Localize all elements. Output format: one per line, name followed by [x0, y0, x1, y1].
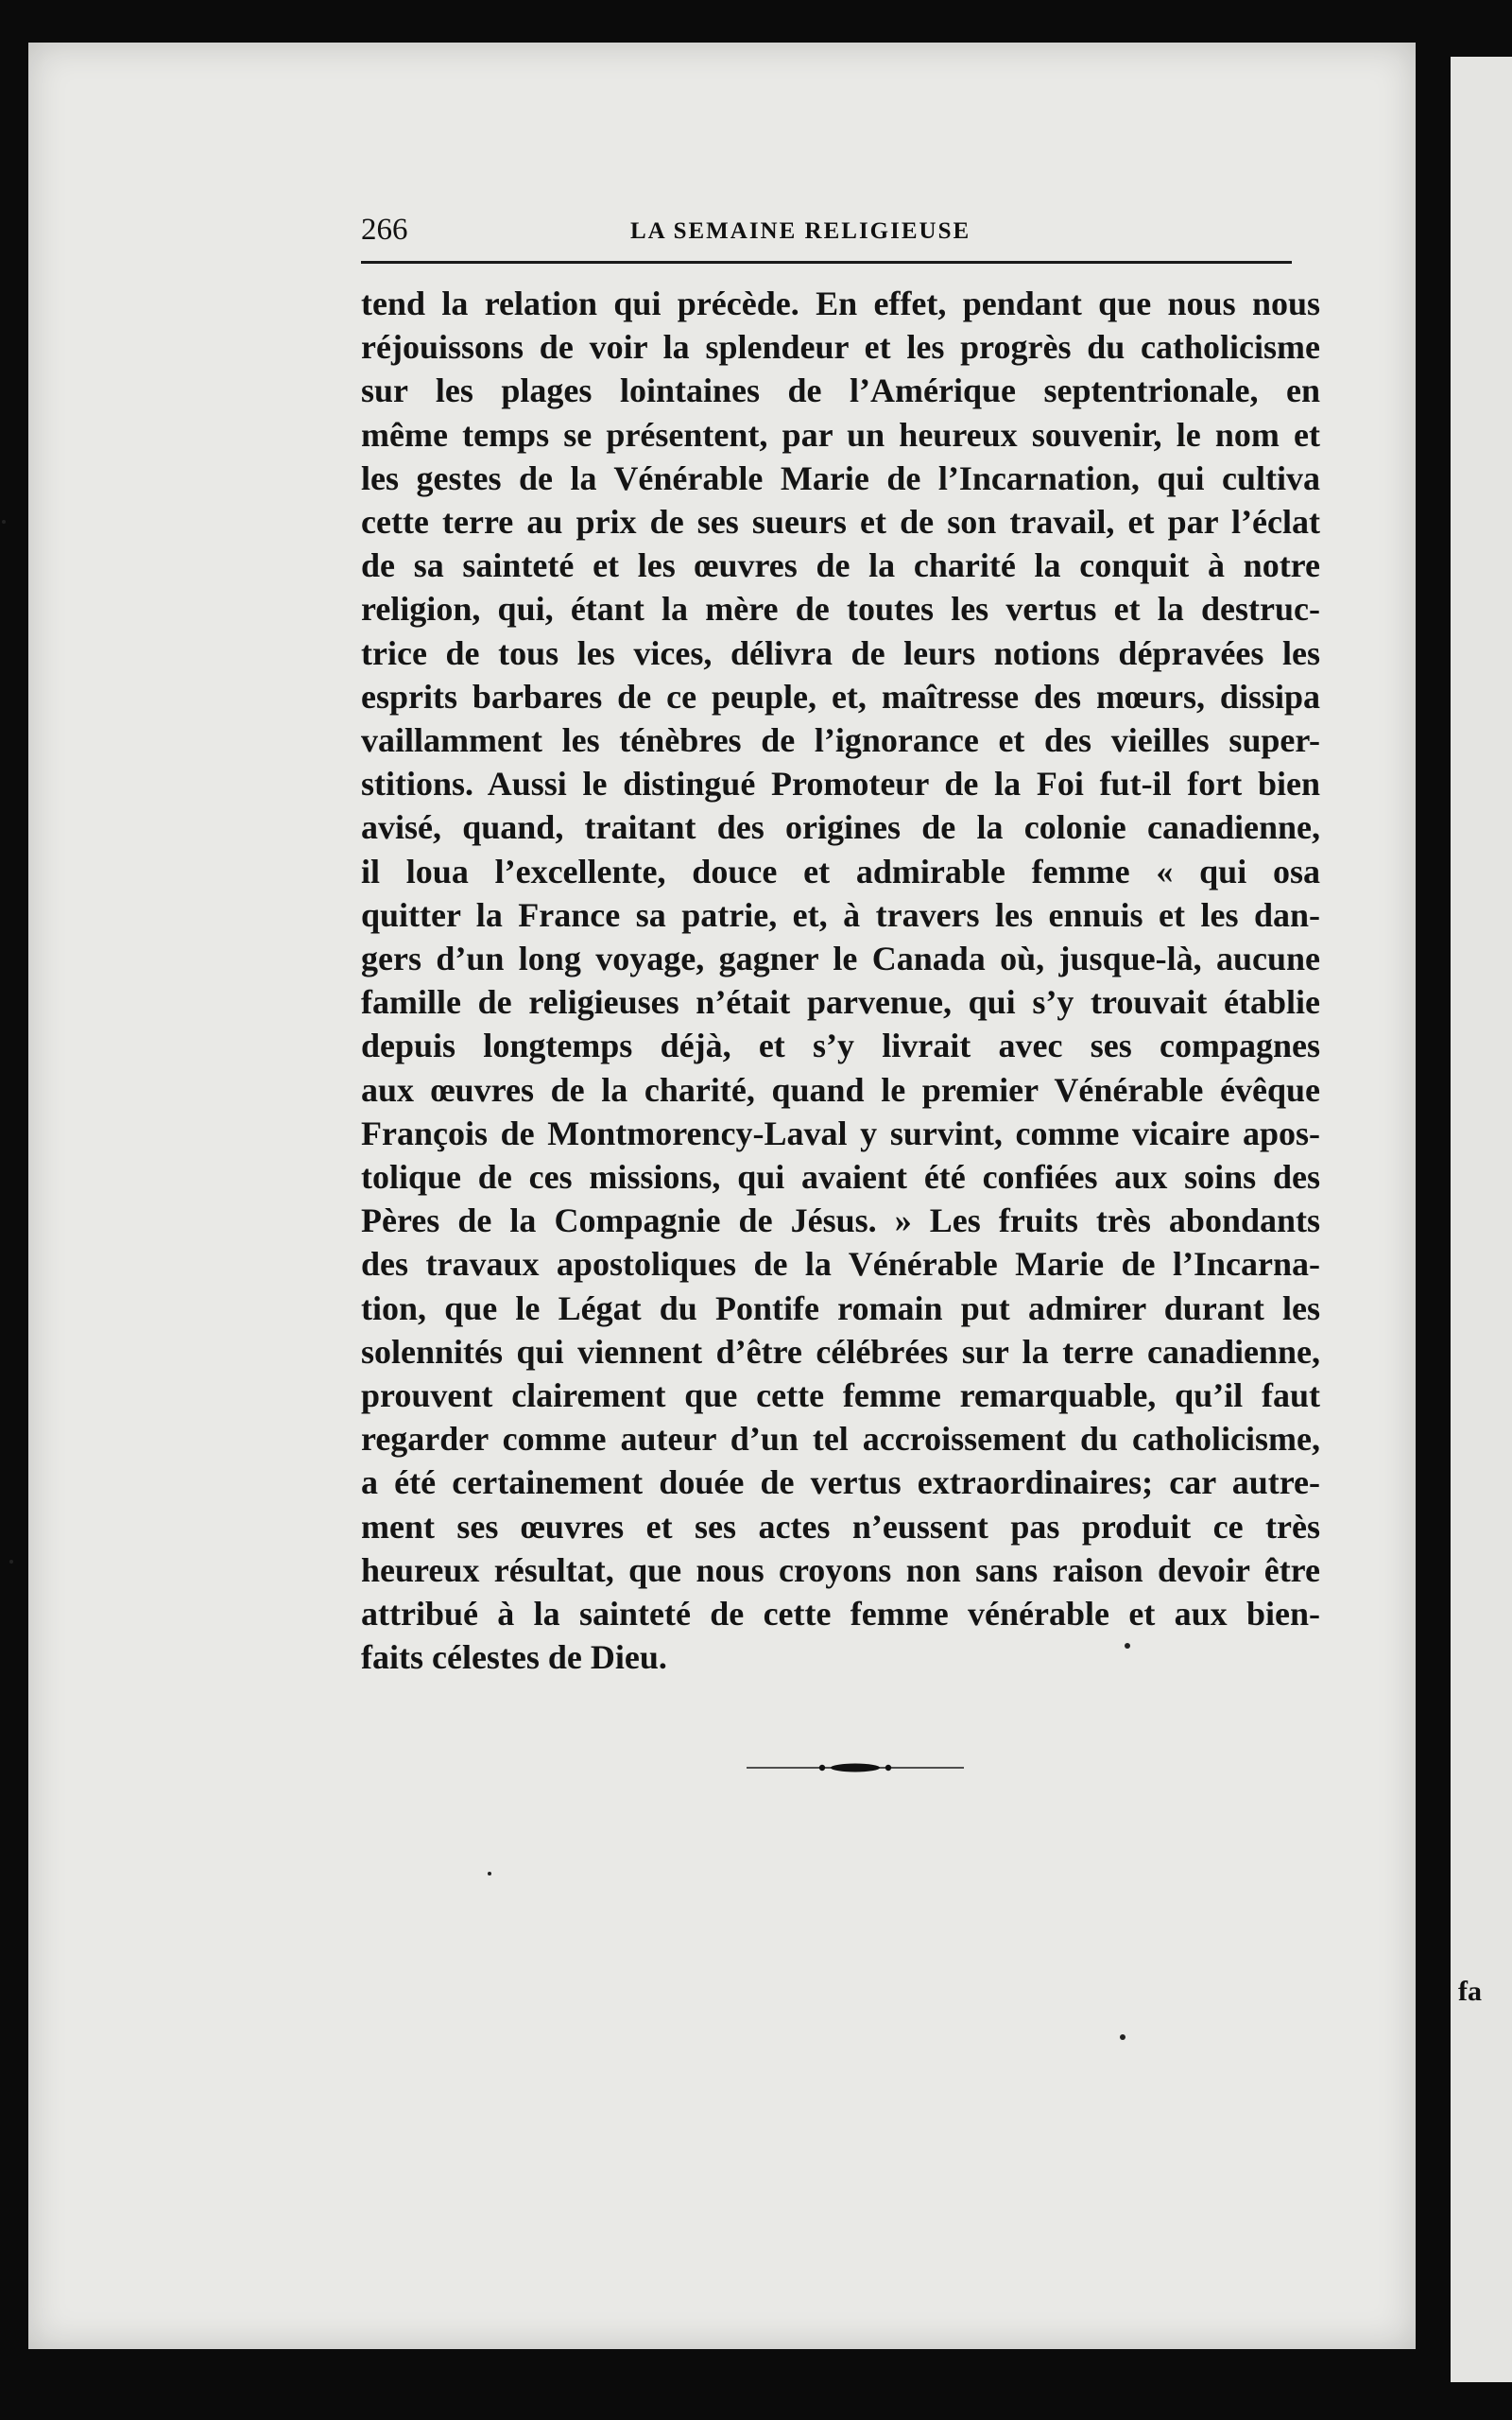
adjacent-page-fragment: fa — [1458, 1976, 1482, 2007]
scan-speck — [2, 520, 6, 524]
body-line: aux œuvres de la charité, quand le premier Vénérable évêque — [361, 1070, 1320, 1109]
page-header — [361, 213, 1292, 260]
body-line: les gestes de la Vénérable Marie de l’Incarnation, qui cultiva — [361, 458, 1320, 497]
body-line: sur les plages lointaines de l’Amérique septentrionale, en — [361, 372, 1320, 410]
body-line: tion, que le Légat du Pontife romain put admirer durant les — [361, 1288, 1320, 1327]
body-line: trice de tous les vices, délivra de leurs notions dépravées les — [361, 633, 1320, 672]
header-rule — [361, 261, 1292, 264]
body-line: stitions. Aussi le distingué Promoteur de la Foi fut-il fort bien — [361, 765, 1320, 804]
body-line: François de Montmorency-Laval y survint, comme vicaire apos- — [361, 1114, 1320, 1152]
body-line: il loua l’excellente, douce et admirable femme « qui osa — [361, 852, 1320, 890]
body-line: famille de religieuses n’était parvenue, qui s’y trouvait établie — [361, 983, 1320, 1022]
body-line: même temps se présentent, par un heureux souvenir, le nom et — [361, 415, 1320, 454]
body-line: gers d’un long voyage, gagner le Canada où, jusque-là, aucune — [361, 940, 1320, 978]
body-line: heureux résultat, que nous croyons non sans raison devoir être — [361, 1550, 1320, 1589]
body-line: quitter la France sa patrie, et, à travers les ennuis et les dan- — [361, 895, 1320, 934]
body-line: a été certainement douée de vertus extraordinaires; car autre- — [361, 1463, 1320, 1502]
body-line: religion, qui, étant la mère de toutes les vertus et la destruc- — [361, 590, 1320, 629]
body-line: prouvent clairement que cette femme remarquable, qu’il faut — [361, 1376, 1320, 1415]
body-line: avisé, quand, traitant des origines de la colonie canadienne, — [361, 808, 1320, 847]
body-line: attribué à la sainteté de cette femme vénérable et aux bien- — [361, 1595, 1320, 1634]
body-line: des travaux apostoliques de la Vénérable Marie de l’Incarna- — [361, 1245, 1320, 1284]
body-line: de sa sainteté et les œuvres de la charité la conquit à notre — [361, 546, 1320, 585]
adjacent-page-edge — [1451, 57, 1512, 2382]
body-line: ment ses œuvres et ses actes n’eussent pas produit ce très — [361, 1507, 1320, 1546]
scan-speck — [1120, 2034, 1125, 2040]
body-line: esprits barbares de ce peuple, et, maîtresse des mœurs, dissipa — [361, 677, 1320, 716]
scan-speck — [9, 1560, 13, 1564]
scan-speck — [488, 1872, 491, 1876]
running-title: LA SEMAINE RELIGIEUSE — [630, 218, 971, 244]
body-line: cette terre au prix de ses sueurs et de son travail, et par l’éclat — [361, 503, 1320, 542]
body-line: faits célestes de Dieu. — [361, 1638, 667, 1677]
body-line: réjouissons de voir la splendeur et les progrès du catholicisme — [361, 328, 1320, 367]
body-line: Pères de la Compagnie de Jésus. » Les fruits très abondants — [361, 1201, 1320, 1240]
body-line: regarder comme auteur d’un tel accroissement du catholicisme, — [361, 1420, 1320, 1459]
scan-speck — [1125, 1643, 1130, 1649]
body-line: depuis longtemps déjà, et s’y livrait avec ses compagnes — [361, 1027, 1320, 1065]
body-line: solennités qui viennent d’être célébrées sur la terre canadienne, — [361, 1332, 1320, 1371]
page-number: 266 — [361, 213, 408, 247]
section-end-ornament — [747, 1758, 964, 1777]
body-line: tolique de ces missions, qui avaient été confiées aux soins des — [361, 1158, 1320, 1197]
body-line: tend la relation qui précède. En effet, pendant que nous nous — [361, 285, 1320, 322]
body-line: vaillamment les ténèbres de l’ignorance et des vieilles super- — [361, 721, 1320, 760]
body-text — [361, 282, 1320, 1680]
